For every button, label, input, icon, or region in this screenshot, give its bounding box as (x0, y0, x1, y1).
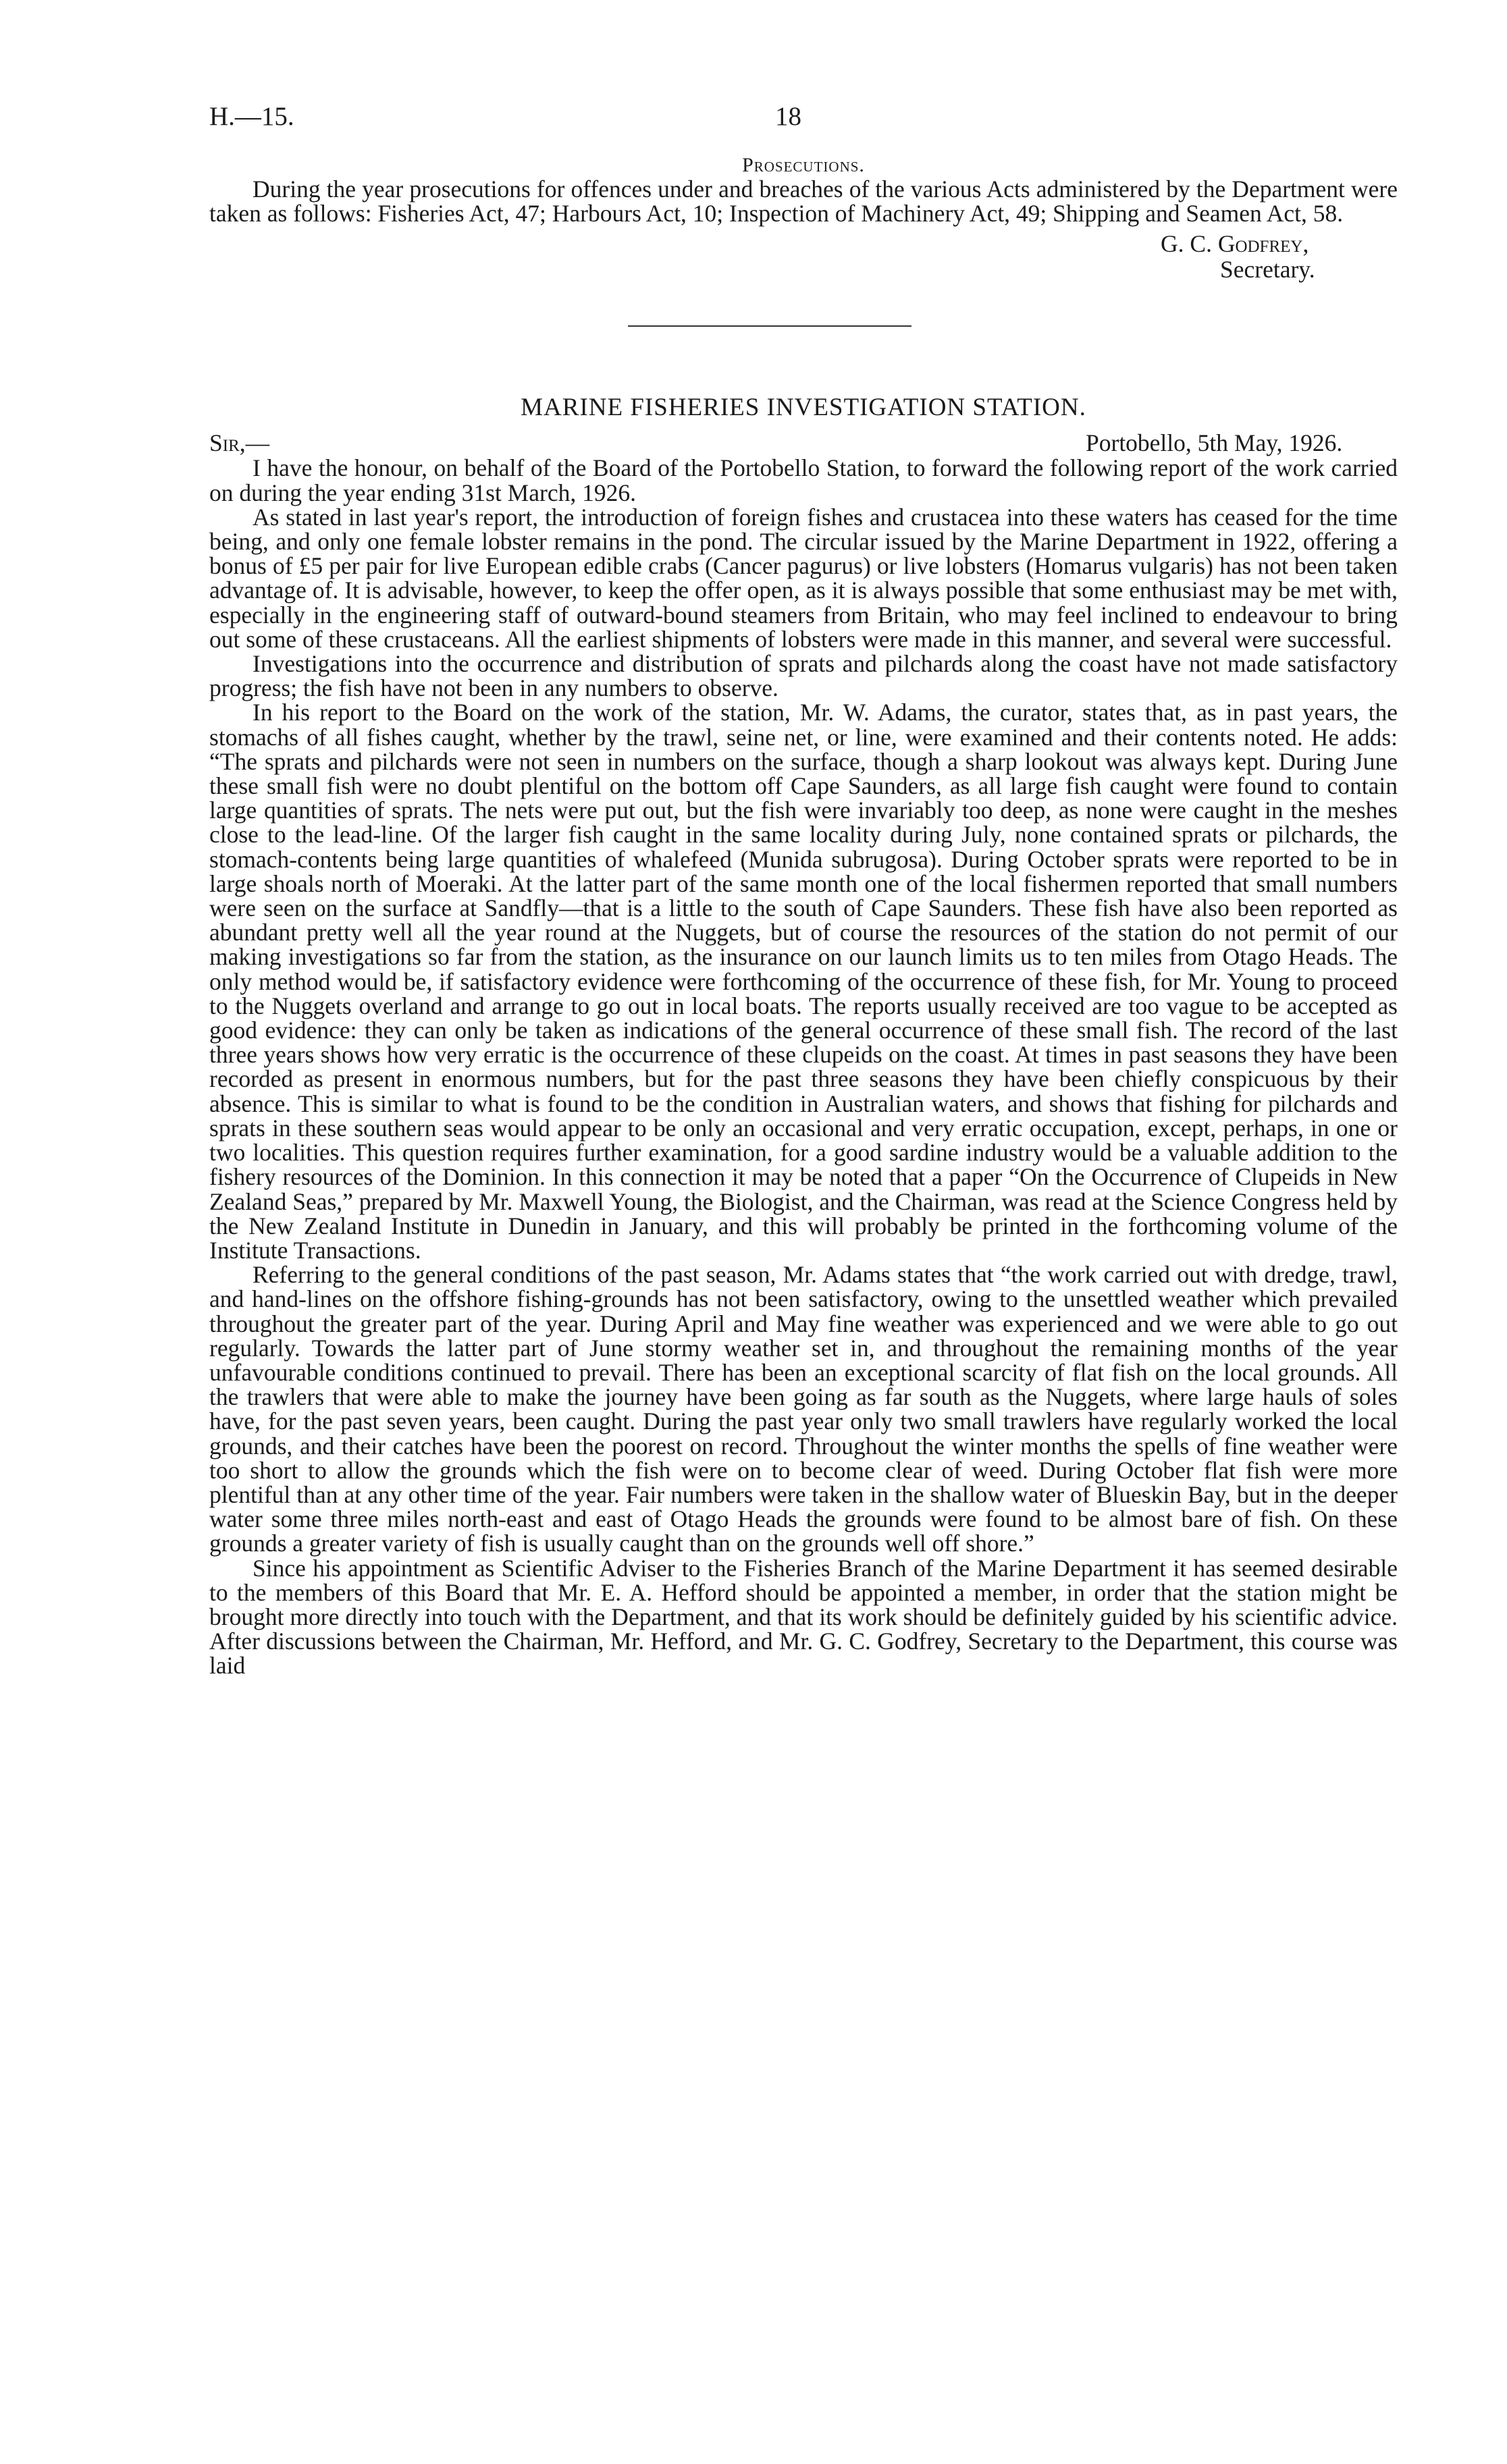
report-paragraph: Investigations into the occurrence and distribution of sprats and pilchards along the coast have not made satisfactory progress; the fish have not been in any numbers to observe. (209, 650, 1398, 702)
report-paragraph: In his report to the Board on the work of the station, Mr. W. Adams, the curator, states that, as in past years, the stomachs of all fishes caught, whether by the trawl, seine net, or line, were examined and their contents noted. He adds: “The sprats and pilchards were not seen in numbers on the surface, though a sharp lookout was always kept. During June these small fish were no doubt plentiful on the bottom off Cape Saunders, as all large fish caught were found to contain large quantities of sprats. The nets were put out, but the fish were invariably too deep, as none were caught in the meshes close to the lead-line. Of the larger fish caught in the same locality during July, none contained sprats or pilchards, the stomach-contents being large quantities of whalefeed (Munida subrugosa). During October sprats were reported to be in large shoals north of Moeraki. At the latter part of the same month one of the local fishermen reported that small numbers were seen on the surface at Sandfly—that is a little to the south of Cape Saunders. These fish have also been reported as abundant pretty well all the year round at the Nuggets, but of course the resources of the station do not permit of our making investigations so far from the station, as the insurance on our launch limits us to ten miles from Otago Heads. The only method would be, if satisfactory evidence were forthcoming of the occurrence of these fish, for Mr. Young to proceed to the Nuggets overland and arrange to go out in local boats. The reports usually received are too vague to be accepted as good evidence: they can only be taken as indications of the general occurrence of these small fish. The record of the last three years shows how very erratic is the occurrence of these clupeids on the coast. At times in past seasons they have been recorded as present in enormous numbers, but for the past three seasons they have been chiefly conspicuous by their absence. This is similar to what is found to be the condition in Australian waters, and shows that fishing for pilchards and sprats in these southern seas would appear to be only an occasional and very erratic occupation, except, perhaps, in one or two localities. This question requires further examination, for a good sardine industry would be a valuable addition to the fishery resources of the Dominion. In this connection it may be noted that a paper “On the Occurrence of Clupeids in New Zealand Seas,” prepared by Mr. Maxwell Young, the Biologist, and the Chairman, was read at the Science Congress held by the New Zealand Institute in Dunedin in January, and this will probably be printed in the forthcoming volume of the Institute Transactions. (209, 699, 1398, 1264)
document-page (209, 101, 1398, 1678)
report-paragraph: Since his appointment as Scientific Adviser to the Fisheries Branch of the Marine Department it has seemed desirable to the members of this Board that Mr. E. A. Hefford should be appointed a member, in order that the station might be brought more directly into touch with the Department, and that its work should be definitely guided by his scientific advice. After discussions between the Chairman, Mr. Hefford, and Mr. G. C. Godfrey, Secretary to the Department, this course was laid (209, 1554, 1398, 1680)
report-paragraph: As stated in last year's report, the introduction of foreign fishes and crustacea into these waters has ceased for the time being, and only one female lobster remains in the pond. The circular issued by the Marine Department in 1922, offering a bonus of £5 per pair for live European edible crabs (Cancer pagurus) or live lobsters (Homarus vulgaris) has not been taken advantage of. It is advisable, however, to keep the offer open, as it is always possible that some enthusiast may be met with, especially in the engineering staff of outward-bound steamers from Britain, who may feel inclined to endeavour to bring out some of these crustaceans. All the earliest shipments of lobsters were made in this manner, and several were successful. (209, 503, 1398, 653)
document-reference: H.—15. (209, 102, 294, 131)
report-paragraph: I have the honour, on behalf of the Board of the Portobello Station, to forward the following report of the work carried on during the year ending 31st March, 1926. (209, 454, 1398, 506)
salutation-row (209, 429, 1398, 457)
report-paragraph: Referring to the general conditions of the past season, Mr. Adams states that “the work carried out with dredge, trawl, and hand-lines on the offshore fishing-grounds has not been satisfactory, owing to the unsettled weather which prevailed throughout the greater part of the year. During April and May fine weather was experienced and we were able to go out regularly. Towards the latter part of June stormy weather set in, and throughout the remaining months of the year unfavourable conditions continued to prevail. There has been an exceptional scarcity of flat fish on the local grounds. All the trawlers that were able to make the journey have been going as far south as the Nuggets, where large hauls of soles have, for the past seven years, been caught. During the past year only two small trawlers have regularly worked the local grounds, and their catches have been the poorest on record. Throughout the winter months the spells of fine weather were too short to allow the grounds which the fish were on to become clear of weed. During October flat fish were more plentiful than at any other time of the year. Fair numbers were taken in the shallow water of Blueskin Bay, but in the deeper water some three miles north-east and east of Otago Heads the grounds were found to be almost bare of fish. On these grounds a greater variety of fish is usually caught than on the grounds well off shore.” (209, 1261, 1398, 1557)
prosecutions-heading: Prosecutions. (742, 154, 865, 176)
page-number: 18 (775, 102, 801, 131)
signature-title: Secretary. (1220, 256, 1315, 284)
page-header (209, 101, 1398, 149)
report-body (209, 456, 1398, 1678)
signature-name: G. C. Godfrey, (1161, 230, 1309, 258)
salutation: Sir,— (209, 429, 270, 457)
section-divider (628, 325, 911, 327)
place-date: Portobello, 5th May, 1926. (1086, 429, 1343, 457)
signature-block (209, 225, 1398, 285)
station-report-title: MARINE FISHERIES INVESTIGATION STATION. (521, 394, 1086, 422)
prosecutions-paragraph: During the year prosecutions for offences under and breaches of the various Acts administered by the Department were taken as follows: Fisheries Act, 47; Harbours Act, 10; Inspection of Machinery Act, 49; Shipping and Seamen Act, 58. (209, 176, 1398, 227)
